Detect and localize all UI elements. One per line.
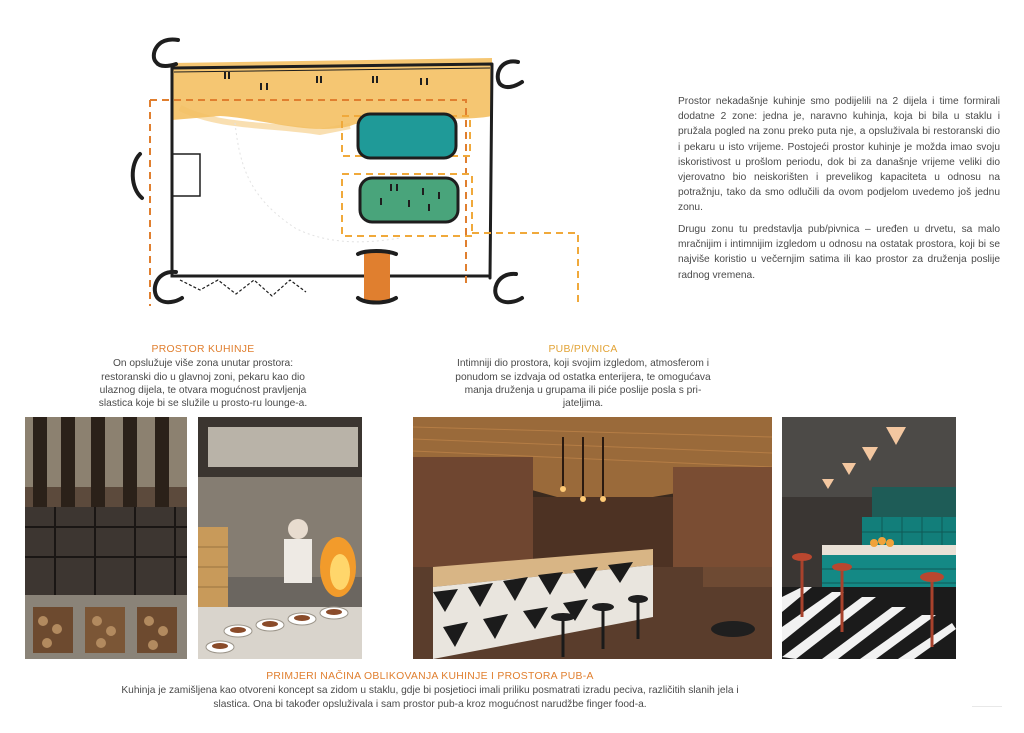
intro-paragraph-1: Prostor nekadašnje kuhinje smo podijelili na 2 dijela i time formirali dodatne 2 zone: jedna je, naravno kuhinja, koja bi bila u staklu i pružala pogled na zonu preko puta nje, a opsluživala bi restoranski dio i pekaru u isto vrijeme. Postojeći prostor kuhinje je možda imao svoju iskoristivost u prošlom periodu, dok bi za današnje vrijeme veliki dio vjerovatno bio neiskorišten i prevelikog kapaciteta u odnosu na potražnju, tako da smo odlučili da ovom podjelom uvedemo još jednu zonu. — [678, 96, 1000, 214]
kitchen-caption — [92, 343, 314, 410]
pub-text: Intimniji dio prostora, koji svojim izgledom, atmosferom i ponudom se izdvaja od ostatka enterijera, te omogućava manja druženja u grupama ili piće poslije posla s pri-jateljima. — [455, 358, 711, 410]
examples-caption — [110, 670, 750, 711]
teal-bar-photo — [782, 417, 956, 659]
examples-text: Kuhinja je zamišljena kao otvoreni koncept sa zidom u staklu, gdje bi posjetioci imali priliku posmatrati izradu peciva, različitih slanih jela i slastica. Ona bi također opsluživala i sam prostor pub-a kroz mogućnost narudžbe finger food-a. — [121, 685, 739, 710]
pub-heading: PUB/PIVNICA — [548, 344, 618, 355]
kitchen-glass-wall-photo — [25, 417, 187, 659]
kitchen-text: On opslužuje više zona unutar prostora: restoranski dio u glavnoj zoni, pekaru kao dio ulaznog dijela, te otvara mogućnost pravljenja slastica koje bi se služile u prosto-ru lounge-a. — [98, 358, 308, 410]
kitchen-heading: PROSTOR KUHINJE — [151, 344, 255, 355]
pub-bar-photo — [413, 417, 772, 659]
examples-heading: PRIMJERI NAČINA OBLIKOVANJA KUHINJE I PROSTORA PUB-A — [266, 671, 594, 682]
chef-kitchen-photo — [198, 417, 362, 659]
intro-paragraph-2: Drugu zonu tu predstavlja pub/pivnica – uređen u drvetu, sa malo mračnijim i intimnijim izgledom u odnosu na ostatak prostora, koji bi se najviše koristio u večernjim satima ili kao prostor za druženja poslije radnog vremena. — [678, 224, 1000, 281]
decorative-divider — [972, 706, 1002, 707]
pub-caption — [452, 343, 714, 410]
floor-plan-sketch — [120, 28, 600, 313]
